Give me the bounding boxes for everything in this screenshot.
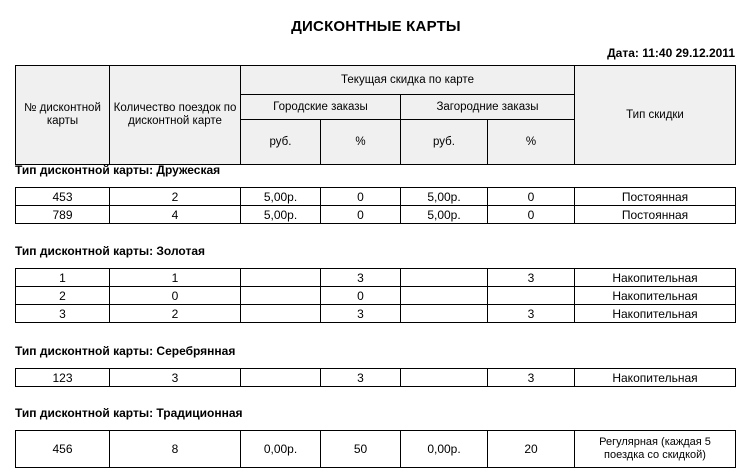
page-title: ДИСКОНТНЫЕ КАРТЫ [291, 18, 461, 35]
report-date-label: Дата: [607, 46, 639, 60]
table-row [16, 287, 736, 305]
cell-trip-count: 4 [110, 206, 241, 224]
cell-card-number: 123 [16, 369, 110, 387]
cell-suburban-percent: 3 [488, 269, 575, 287]
cell-suburban-rub [401, 369, 488, 387]
column-header-city-orders: Городские заказы [241, 95, 401, 120]
cell-city-percent: 0 [321, 287, 401, 305]
column-header-city-rub: руб. [241, 120, 321, 165]
cell-trip-count: 2 [110, 188, 241, 206]
cell-suburban-rub [401, 269, 488, 287]
cell-suburban-rub: 0,00р. [401, 431, 488, 468]
cell-city-rub [241, 287, 321, 305]
cell-suburban-rub: 5,00р. [401, 206, 488, 224]
cell-suburban-percent: 20 [488, 431, 575, 468]
cell-suburban-percent: 3 [488, 369, 575, 387]
column-header-suburban-percent: % [488, 120, 575, 165]
group-table-0 [15, 187, 736, 224]
cell-discount-type: Накопительная [575, 269, 736, 287]
cell-trip-count: 1 [110, 269, 241, 287]
cell-card-number: 2 [16, 287, 110, 305]
data-table [15, 187, 736, 224]
column-header-trip-count: Количество поездок по дисконтной карте [110, 66, 241, 165]
group-label-2: Тип дисконтной карты: Серебрянная [15, 344, 236, 358]
cell-discount-type: Накопительная [575, 369, 736, 387]
cell-suburban-rub: 5,00р. [401, 188, 488, 206]
cell-suburban-rub [401, 287, 488, 305]
cell-card-number: 3 [16, 305, 110, 323]
cell-suburban-percent: 0 [488, 188, 575, 206]
cell-suburban-percent: 0 [488, 206, 575, 224]
cell-trip-count: 0 [110, 287, 241, 305]
cell-trip-count: 8 [110, 431, 241, 468]
table-row [16, 269, 736, 287]
cell-city-percent: 0 [321, 188, 401, 206]
table-row [16, 369, 736, 387]
cell-card-number: 1 [16, 269, 110, 287]
cell-card-number: 789 [16, 206, 110, 224]
table-row [16, 305, 736, 323]
data-table [15, 268, 736, 323]
table-row [16, 188, 736, 206]
group-label-1: Тип дисконтной карты: Золотая [15, 244, 205, 258]
cell-discount-type: Регулярная (каждая 5 поездка со скидкой) [575, 431, 736, 468]
group-label-0: Тип дисконтной карты: Дружеская [15, 163, 221, 177]
cell-suburban-percent: 3 [488, 305, 575, 323]
table-header-container [15, 65, 736, 165]
group-table-3 [15, 430, 736, 468]
table-row [16, 431, 736, 468]
cell-trip-count: 3 [110, 369, 241, 387]
cell-city-rub: 5,00р. [241, 206, 321, 224]
report-table-header [15, 65, 736, 165]
cell-discount-type: Накопительная [575, 287, 736, 305]
column-header-card-number: № дисконтной карты [16, 66, 110, 165]
cell-suburban-percent [488, 287, 575, 305]
cell-discount-type: Накопительная [575, 305, 736, 323]
cell-city-rub: 5,00р. [241, 188, 321, 206]
cell-discount-type: Постоянная [575, 188, 736, 206]
table-row [16, 206, 736, 224]
cell-city-percent: 50 [321, 431, 401, 468]
column-header-city-percent: % [321, 120, 401, 165]
cell-city-rub [241, 305, 321, 323]
column-header-suburban-orders: Загородние заказы [401, 95, 575, 120]
cell-city-percent: 3 [321, 269, 401, 287]
group-table-2 [15, 368, 736, 387]
cell-city-rub [241, 369, 321, 387]
cell-card-number: 456 [16, 431, 110, 468]
cell-discount-type: Постоянная [575, 206, 736, 224]
column-header-discount-type: Тип скидки [575, 66, 736, 165]
cell-card-number: 453 [16, 188, 110, 206]
header-row-top [16, 66, 736, 95]
data-table [15, 368, 736, 387]
column-header-current-discount: Текущая скидка по карте [241, 66, 575, 95]
cell-city-percent: 0 [321, 206, 401, 224]
cell-city-rub [241, 269, 321, 287]
data-table [15, 430, 736, 468]
report-date [607, 46, 735, 60]
cell-city-rub: 0,00р. [241, 431, 321, 468]
column-header-suburban-rub: руб. [401, 120, 488, 165]
cell-city-percent: 3 [321, 369, 401, 387]
group-label-3: Тип дисконтной карты: Традиционная [15, 406, 243, 420]
cell-trip-count: 2 [110, 305, 241, 323]
cell-suburban-rub [401, 305, 488, 323]
report-date-value: 11:40 29.12.2011 [642, 46, 735, 60]
cell-city-percent: 3 [321, 305, 401, 323]
group-table-1 [15, 268, 736, 323]
